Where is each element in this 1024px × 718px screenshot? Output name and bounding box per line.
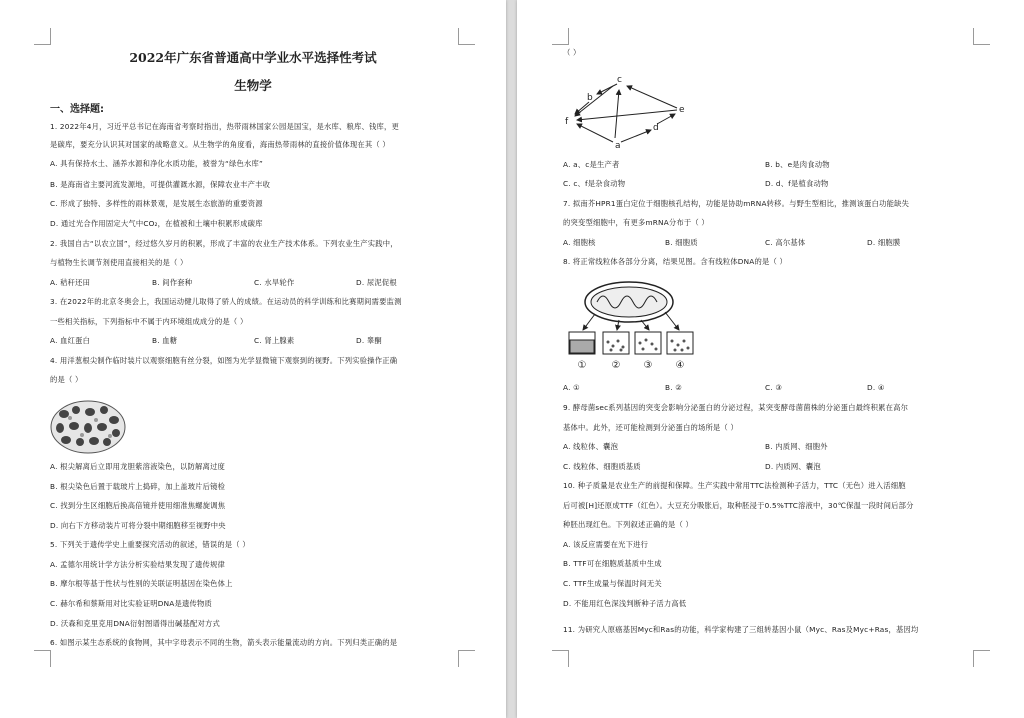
option-c: C. ③ xyxy=(765,383,783,392)
option-a: A. 该反应需要在光下进行 xyxy=(563,540,649,549)
option-d: D. 沃森和克里克用DNA衍射图谱得出碱基配对方式 xyxy=(50,619,220,628)
question-text: 5. 下列关于遗传学史上重要探究活动的叙述，错误的是（ ） xyxy=(50,540,250,549)
question-text: 是碳库，要充分认识其对国家的战略意义。从生物学的角度看，海南热带雨林的直接价值体现在其（ ） xyxy=(50,140,390,149)
question-text: 7. 拟南芥HPR1蛋白定位于细胞核孔结构，功能是协助mRNA转移。与野生型相比，推测该蛋白功能缺失 xyxy=(563,199,910,208)
food-web-label: e xyxy=(679,105,685,115)
option-d: D. 向右下方移动装片可将分裂中期细胞移至视野中央 xyxy=(50,521,226,530)
section-heading: 一、选择题: xyxy=(50,104,104,115)
food-web-label: d xyxy=(653,123,659,133)
question-text: 10. 种子质量是农业生产的前提和保障。生产实践中常用TTC法检测种子活力，TTC（无色）进入活细胞 xyxy=(563,481,906,490)
option-a: A. a、c是生产者 xyxy=(563,160,620,169)
question-text: 的是（ ） xyxy=(50,375,83,384)
question-text: 9. 酵母菌sec系列基因的突变会影响分泌蛋白的分泌过程，某突变酵母菌菌株的分泌蛋白最终积累在高尔 xyxy=(563,403,909,412)
option-b: B. 是海南省主要河流发源地，可提供灌溉水源，保障农业丰产丰收 xyxy=(50,180,271,189)
crop-mark xyxy=(552,650,569,667)
food-web-diagram xyxy=(561,72,691,148)
crop-mark xyxy=(458,28,475,45)
food-web-label: b xyxy=(587,93,593,103)
question-text: 后可被[H]还原成TTF（红色）。大豆充分吸胀后，取种胚浸于0.5%TTC溶液中，30℃保温一段时间后部分 xyxy=(563,501,914,510)
option-d: D. ④ xyxy=(867,383,885,392)
document-page-left xyxy=(0,0,506,718)
question-text: 一些相关指标，下列指标中不属于内环境组成成分的是（ ） xyxy=(50,317,248,326)
tube-label: ① xyxy=(577,360,587,371)
crop-mark xyxy=(34,650,51,667)
answer-bracket: （ ） xyxy=(563,48,581,57)
option-d: D. 睾酮 xyxy=(356,336,382,345)
question-text: 2. 我国自古“以农立国”，经过悠久岁月的积累，形成了丰富的农业生产技术体系。下列农业生产实践中， xyxy=(50,239,398,248)
microscope-field-image xyxy=(50,400,126,454)
option-d: D. 不能用红色深浅判断种子活力高低 xyxy=(563,599,687,608)
option-c: C. 水旱轮作 xyxy=(254,278,295,287)
option-c: C. 高尔基体 xyxy=(765,238,806,247)
question-text: 11. 为研究人原癌基因Myc和Ras的功能，科学家构建了三组转基因小鼠（Myc、Ras及Myc+Ras，基因均 xyxy=(563,625,919,634)
option-a: A. ① xyxy=(563,383,580,392)
crop-mark xyxy=(34,28,51,45)
option-b: B. 摩尔根等基于性状与性别的关联证明基因在染色体上 xyxy=(50,579,233,588)
tube-label: ④ xyxy=(675,360,685,371)
option-b: B. TTF可在细胞质基质中生成 xyxy=(563,559,662,568)
question-text: 4. 用洋葱根尖制作临时装片以观察细胞有丝分裂，如图为光学显微镜下观察到的视野。下列实验操作正确 xyxy=(50,356,398,365)
option-a: A. 细胞核 xyxy=(563,238,596,247)
question-text: 6. 如图示某生态系统的食物网，其中字母表示不同的生物，箭头表示能量流动的方向。下列归类正确的是 xyxy=(50,638,398,647)
exam-title: 2022年广东省普通高中学业水平选择性考试 xyxy=(129,50,377,65)
option-a: A. 根尖解离后立即用龙胆紫溶液染色，以防解离过度 xyxy=(50,462,226,471)
option-b: B. 根尖染色后置于载玻片上捣碎，加上盖玻片后镜检 xyxy=(50,482,226,491)
option-c: C. 赫尔希和蔡斯用对比实验证明DNA是遗传物质 xyxy=(50,599,212,608)
question-text: 的突变型细胞中，有更多mRNA分布于（ ） xyxy=(563,218,709,227)
question-text: 基体中。此外，还可能检测到分泌蛋白的场所是（ ） xyxy=(563,423,738,432)
option-a: A. 孟德尔用统计学方法分析实验结果发现了遗传规律 xyxy=(50,560,226,569)
crop-mark xyxy=(458,650,475,667)
question-text: 与植物生长调节剂使用直接相关的是（ ） xyxy=(50,258,188,267)
crop-mark xyxy=(973,650,990,667)
option-b: B. 细胞质 xyxy=(665,238,698,247)
option-a: A. 血红蛋白 xyxy=(50,336,91,345)
option-c: C. c、f是杂食动物 xyxy=(563,179,626,188)
tube-label: ③ xyxy=(643,360,653,371)
option-d: D. 内质网、囊泡 xyxy=(765,462,821,471)
option-a: A. 具有保持水土、涵养水源和净化水质功能，被誉为“绿色水库” xyxy=(50,159,263,168)
food-web-label: c xyxy=(617,75,622,85)
option-d: D. 细胞膜 xyxy=(867,238,901,247)
question-text: 种胚出现红色。下列叙述正确的是（ ） xyxy=(563,520,693,529)
mitochondria-fractionation-diagram xyxy=(561,280,697,372)
document-page-right xyxy=(517,0,1024,718)
option-c: C. TTF生成量与保温时间无关 xyxy=(563,579,662,588)
exam-subject: 生物学 xyxy=(234,78,272,93)
option-b: B. 内质网、细胞外 xyxy=(765,442,828,451)
food-web-label: f xyxy=(565,117,569,127)
option-d: D. 通过光合作用固定大气中CO₂，在植被和土壤中积累形成碳库 xyxy=(50,219,263,228)
option-b: B. ② xyxy=(665,383,682,392)
option-b: B. 血糖 xyxy=(152,336,178,345)
crop-mark xyxy=(552,28,569,45)
food-web-label: a xyxy=(615,141,621,148)
crop-mark xyxy=(973,28,990,45)
option-c: C. 肾上腺素 xyxy=(254,336,295,345)
option-b: B. 间作套种 xyxy=(152,278,193,287)
option-a: A. 线粒体、囊泡 xyxy=(563,442,619,451)
option-a: A. 秸秆还田 xyxy=(50,278,91,287)
option-c: C. 找到分生区细胞后换高倍镜并使用细准焦螺旋调焦 xyxy=(50,501,226,510)
tube-label: ② xyxy=(611,360,621,371)
option-c: C. 线粒体、细胞质基质 xyxy=(563,462,641,471)
option-d: D. 尿泥促根 xyxy=(356,278,397,287)
option-b: B. b、e是肉食动物 xyxy=(765,160,830,169)
option-c: C. 形成了独特、多样性的雨林景观，是发展生态旅游的重要资源 xyxy=(50,199,263,208)
option-d: D. d、f是植食动物 xyxy=(765,179,829,188)
question-text: 1. 2022年4月，习近平总书记在海南省考察时指出，热带雨林国家公园是国宝，是水库、粮库、钱库，更 xyxy=(50,122,399,131)
question-text: 8. 将正常线粒体各部分分离，结果见图。含有线粒体DNA的是（ ） xyxy=(563,257,787,266)
question-text: 3. 在2022年的北京冬奥会上，我国运动健儿取得了骄人的成绩。在运动员的科学训练和比赛期间需要监测 xyxy=(50,297,402,306)
